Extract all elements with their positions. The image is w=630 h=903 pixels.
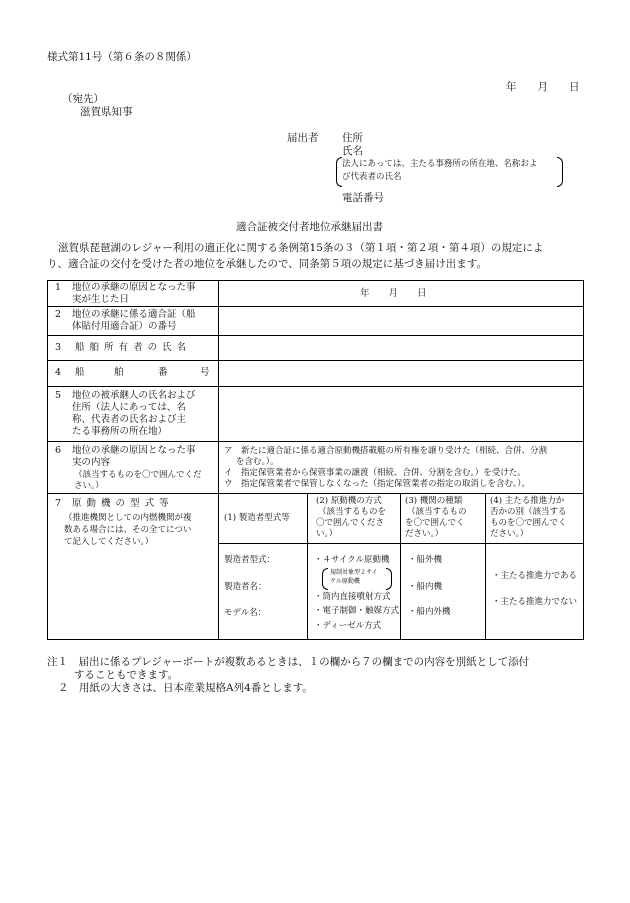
col4-header-line3: ものを〇で囲んでく (490, 518, 567, 528)
engine-option-electronic-catalyst[interactable]: ・電子制御・触媒方式 (314, 606, 400, 616)
engine-option-diesel[interactable]: ・ディーゼル方式 (314, 621, 382, 631)
note1-line2: することもできます。 (74, 669, 179, 681)
document-title: 適合証被交付者地位承継届出書 (236, 221, 383, 233)
row1-date-value: 年 月 日 (360, 288, 427, 299)
engine-kind-outboard[interactable]: ・船外機 (408, 555, 443, 565)
row3-label: 船 舶 所 有 者 の 氏 名 (75, 342, 188, 353)
row4-char-a: 船 (75, 367, 85, 378)
applicant-phone-label: 電話番号 (342, 192, 384, 204)
main-propulsion-yes[interactable]: ・主たる推進力である (492, 571, 578, 581)
row2-label-line2: 体貼付用適合証）の番号 (72, 321, 177, 332)
row7-label: 原 動 機 の 型 式 等 (72, 498, 170, 509)
intro-line2: り、適合証の交付を受けた者の地位を承継したので、同条第５項の規定に基づき届け出ます。 (47, 258, 487, 270)
row4-char-d: 号 (200, 367, 210, 378)
row1-label-line1: 地位の承継の原因となった事 (72, 282, 196, 293)
corp-note-line1: 法人にあっては、主たる事務所の所在地、名称およ (342, 159, 538, 169)
engine-option-direct-injection[interactable]: ・筒内直接噴射方式 (314, 592, 391, 602)
engine-kind-inboard[interactable]: ・船内機 (408, 582, 443, 592)
addressee-prefix: （宛先） (62, 93, 104, 105)
note2: ２ 用紙の大きさは、日本産業規格A列4番とします。 (58, 682, 313, 694)
engine-kind-sterndrive[interactable]: ・船内外機 (408, 607, 451, 617)
maker-label: 製造者名： (224, 582, 267, 592)
row6-note-line2: さい。） (74, 481, 104, 491)
row7-note-line1: （推進機関としての内燃機関が複 (64, 513, 192, 523)
engine-option-2cycle-line1[interactable]: 規制対象型２サイ (330, 569, 378, 576)
right-bracket (386, 568, 392, 590)
col2-header-line2: （該当するものを (318, 507, 387, 517)
col4-header-line4: ださい。） (490, 529, 529, 539)
form-number: 様式第11号（第６条の８関係） (47, 51, 197, 63)
row6-number: 6 (55, 445, 62, 456)
note1-line1: 注１ 届出に係るプレジャーボートが複数あるときは、１の欄から７の欄までの内容を別紙として添付 (47, 656, 530, 668)
row4-number: 4 (55, 367, 62, 378)
addressee: 滋賀県知事 (80, 106, 133, 118)
row5-number: 5 (55, 390, 62, 401)
corp-note-line2: び代表者の氏名 (342, 172, 402, 182)
row4-char-c: 番 (158, 367, 168, 378)
row6-label-line1: 地位の承継の原因となった事 (72, 445, 196, 456)
col1-header: (1) 製造者型式等 (224, 513, 290, 523)
row7-note-line2: 数ある場合には、その全てについ (64, 525, 192, 535)
col3-header-line1: (3) 機関の種類 (405, 496, 463, 506)
col3-header-line4: ださい。） (405, 529, 444, 539)
row6-option-c[interactable]: ウ 指定保管業者で保管しなくなった（指定保管業者の指定の取消しを含む。）。 (224, 479, 531, 489)
right-bracket (557, 157, 563, 187)
row4-char-b: 舶 (114, 367, 124, 378)
row6-option-a-line2: を含む。）。 (236, 457, 279, 467)
row6-label-line2: 実の内容 (72, 457, 111, 468)
col2-header-line1: (2) 原動機の方式 (316, 496, 382, 506)
row5-label-line4: たる事務所の所在地） (72, 426, 168, 437)
row3-number: 3 (55, 342, 62, 353)
applicant-name-label: 氏名 (342, 145, 363, 157)
row5-label-line2: 住所（法人にあっては、名 (72, 402, 186, 413)
date-line: 年 月 日 (506, 81, 580, 93)
left-bracket (322, 568, 328, 590)
main-propulsion-no[interactable]: ・主たる推進力でない (492, 597, 578, 607)
applicant-role: 届出者 (287, 132, 319, 144)
col2-header-line3: 〇で囲んでくださ (316, 518, 385, 528)
col3-header-line3: を〇で囲んでく (405, 518, 465, 528)
row2-label-line1: 地位の承継に係る適合証（船 (72, 309, 196, 320)
col2-header-line4: い。） (316, 529, 338, 539)
row7-number: 7 (55, 498, 62, 509)
row6-note-line1: （該当するものを〇で囲んでくだ (74, 470, 202, 480)
row1-label-line2: 実が生じた日 (72, 294, 130, 305)
applicant-address-label: 住所 (342, 132, 363, 144)
intro-line1: 滋賀県琵琶湖のレジャー利用の適正化に関する条例第15条の３（第１項・第２項・第４項）の規定によ (58, 242, 544, 254)
row5-label-line1: 地位の被承継人の氏名および (72, 390, 196, 401)
row5-label-line3: 称、代表者の氏名および主 (72, 414, 187, 425)
col3-header-line2: （該当するもの (407, 507, 467, 517)
engine-option-2cycle-line2: クル原動機 (330, 578, 360, 585)
col4-header-line1: (4) 主たる推進力か (490, 496, 565, 506)
model-type-label: 製造者型式： (224, 555, 276, 565)
model-label: モデル名： (224, 608, 267, 618)
row1-number: 1 (55, 282, 62, 293)
row6-option-a-line1[interactable]: ア 新たに適合証に係る適合原動機搭載艇の所有権を譲り受けた（相続、合併、分割 (224, 446, 548, 456)
row2-number: 2 (55, 309, 62, 320)
engine-option-4cycle[interactable]: ・４サイクル原動機 (314, 555, 390, 565)
col4-header-line2: 否かの別（該当する (490, 507, 567, 517)
row6-option-b[interactable]: イ 指定保管業者から保管事業の譲渡（相続、合併、分割を含む。）を受けた。 (224, 468, 526, 478)
row7-note-line3: て記入してください。） (64, 537, 154, 547)
